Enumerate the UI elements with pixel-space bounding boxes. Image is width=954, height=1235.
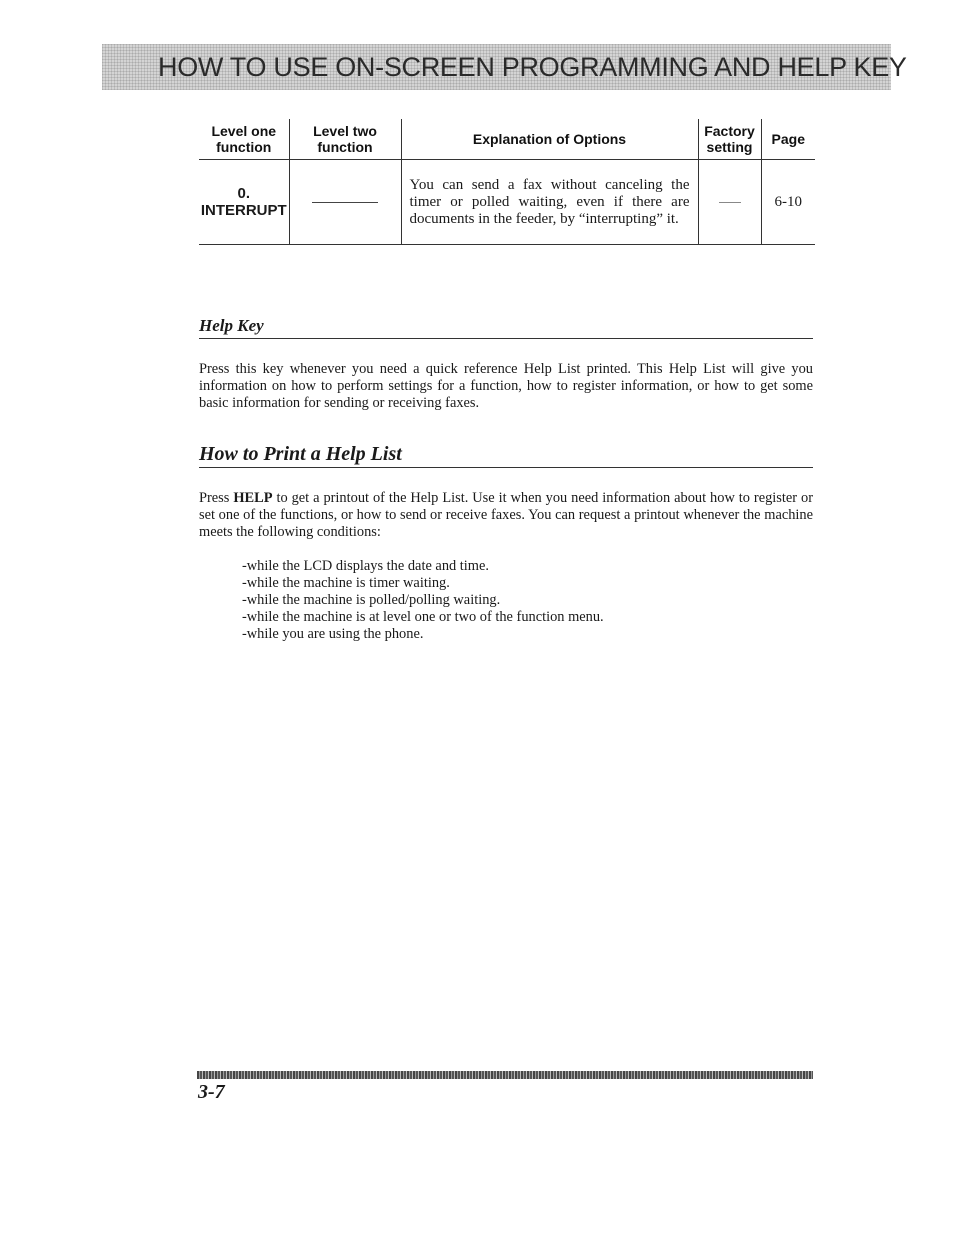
intro-text: to get a printout of the Help List. Use it when you need information about how to register or set one of the functions, or how to send or receive faxes. You can request a printout whenever the machine meets the following conditions: (199, 490, 813, 540)
list-item: -while the machine is polled/polling waiting. (242, 592, 501, 608)
table-row (199, 160, 815, 245)
factory-setting-cell (698, 160, 761, 245)
level-one-cell: 0. INTERRUPT (200, 185, 287, 219)
list-item: -while the machine is timer waiting. (242, 575, 450, 591)
level-two-cell (289, 160, 401, 245)
explanation-cell: You can send a fax without canceling the timer or polled waiting, even if there are documents in the feeder, by “interrupting” it. (401, 160, 698, 245)
empty-dash (719, 202, 741, 203)
print-help-list-paragraph (199, 490, 813, 541)
header-explanation: Explanation of Options (401, 119, 698, 160)
intro-text: Press (199, 490, 234, 506)
chapter-banner (102, 44, 907, 90)
page-cell: 6-10 (761, 160, 815, 245)
list-item: -while the LCD displays the date and time. (242, 558, 489, 574)
print-help-list-heading: How to Print a Help List (199, 441, 813, 468)
header-level-two: Level two function (289, 119, 401, 160)
list-item: -while the machine is at level one or two of the function menu. (242, 609, 604, 625)
page-number: 3-7 (198, 1081, 225, 1103)
conditions-list (242, 558, 604, 643)
options-table (199, 119, 815, 245)
table-header-row (199, 119, 815, 160)
help-key-heading: Help Key (199, 314, 813, 339)
help-key-paragraph: Press this key whenever you need a quick reference Help List printed. This Help List will give you information on how to perform settings for a function, how to register information, or how to get some basic information for sending or receiving faxes. (199, 361, 813, 411)
header-level-one: Level one function (199, 119, 289, 160)
chapter-title: HOW TO USE ON-SCREEN PROGRAMMING AND HELP KEY (158, 52, 907, 82)
list-item: -while you are using the phone. (242, 626, 424, 642)
empty-dash (312, 202, 378, 203)
header-factory-setting: Factory setting (698, 119, 761, 160)
header-page: Page (761, 119, 815, 160)
footer-bar (197, 1071, 813, 1079)
help-key-name: HELP (233, 490, 273, 506)
